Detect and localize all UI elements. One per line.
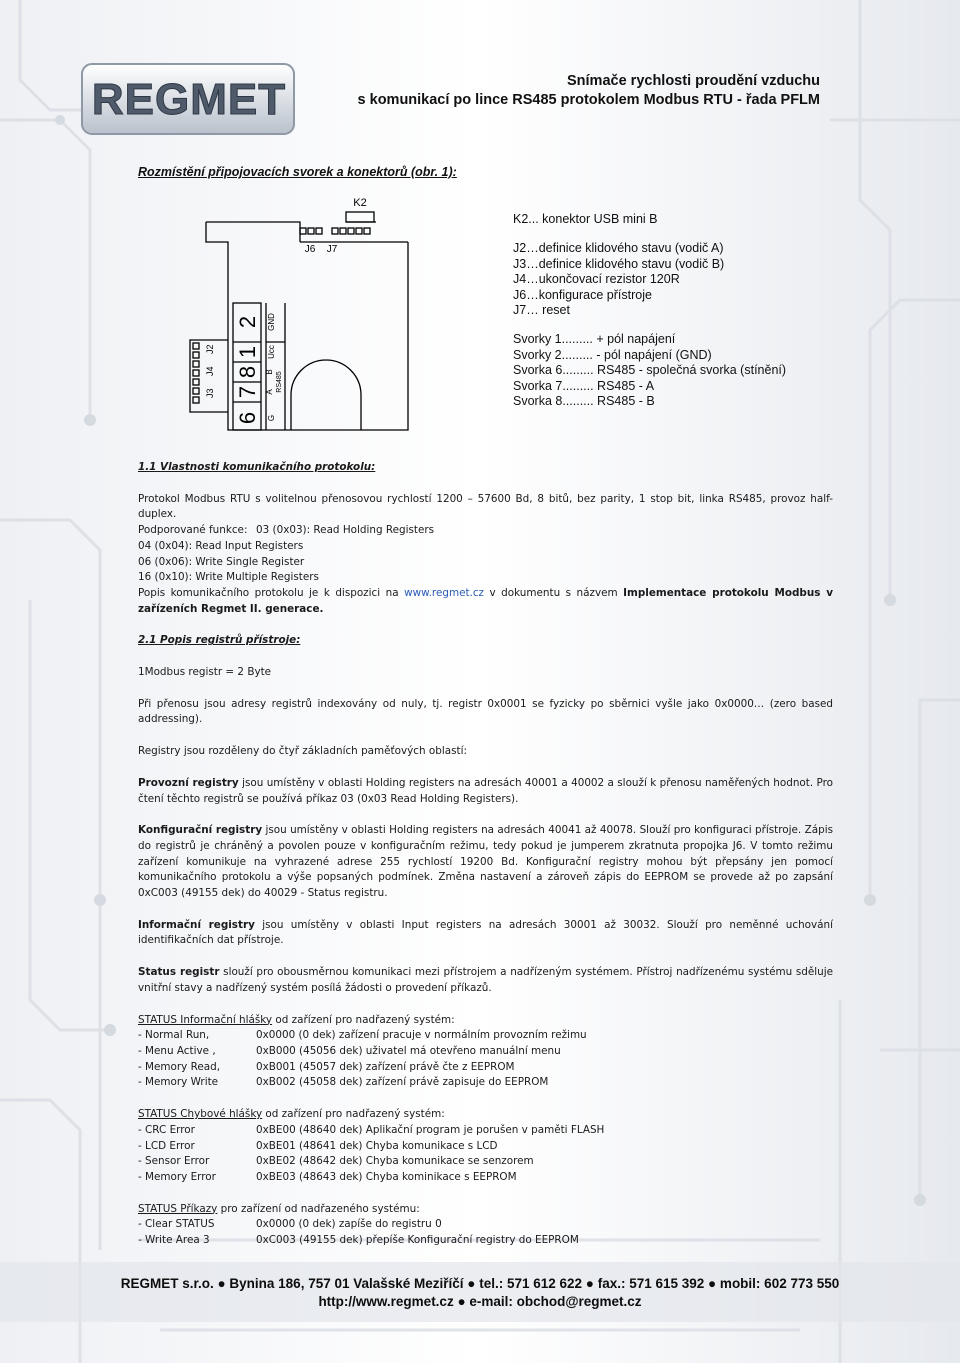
function-item: 06 (0x06): Write Single Register [138,555,305,568]
regmet-link[interactable]: www.regmet.cz [404,586,485,599]
label-k2: K2 [353,197,367,209]
status-name: - Memory Write [138,1076,219,1089]
operational-registers-text: jsou umístěny v oblasti Holding registers na adresách 40001 a 40002 a slouží k přenosu naměřených hodnot. Pro čtení těchto registrů se používá příkaz 03 (0x03 Read Holding Registers). [138,776,834,805]
status-name: - Menu Active , [138,1044,216,1057]
status-info-title-underlined: STATUS Informační hlášky [138,1013,273,1026]
connector-legend [513,212,786,409]
legend-item: K2... konektor USB mini B [513,212,658,226]
status-commands-title-rest: pro zařízení od nadřazeného systému: [217,1202,420,1215]
label-j6: J6 [304,244,316,255]
logo-text: REGMET [91,75,287,124]
label-rs485: RS485 [276,371,283,393]
legend-item: J2…definice klidového stavu (vodič A) [513,241,724,256]
label-b: B [265,369,274,375]
protocol-paragraph: Protokol Modbus RTU s volitelnou přenosovou rychlostí 1200 – 57600 Bd, 8 bitů, bez parity, 1 stop bit, linka RS485, provoz half-duplex. [138,492,833,521]
functions-label: Podporované funkce: [138,524,248,537]
error-row [138,1154,833,1170]
status-row [138,1044,833,1060]
operational-registers-paragraph [138,776,833,807]
status-errors-title [138,1107,833,1123]
label-g: G [267,414,276,422]
title-line-1: Snímače rychlosti proudění vzduchu [567,73,820,89]
error-row [138,1139,833,1155]
info-registers-term: Informační registry [138,918,255,931]
error-name: - Sensor Error [138,1155,210,1168]
config-registers-paragraph [138,823,833,902]
footer-contact: REGMET s.r.o. ● Bynina 186, 757 01 Valašské Meziříčí ● tel.: 571 612 622 ● fax.: 571 615 392 ● mobil: 602 773 550 [120,1276,840,1291]
terminal-6: 6 [235,411,260,425]
terminal-1: 1 [235,345,260,359]
config-registers-text: jsou umístěny v oblasti Holding registers na adresách 40041 až 40078. Slouží pro konfiguraci přístroje. Zápis do registrů je chráněný a povolen pouze v konfiguračním režimu, tedy pokud je jumperem zkratnuta propojka J6. V tomto režimu zařízení komunikuje na vyhrazené adrese 255 rychlostí 19200 Bd. Konfigurační registry mohou být přepsány jen pomocí komunikačního protokolu a výše popsaných podmínek. Změna nastavení a zároveň zápis do EEPROM se provede až po zapsání 0xC003 (49155 dek) do 40029 - Status registru. [138,824,833,900]
error-value: 0xBE00 (48640 dek) Aplikační program je porušen v paměti FLASH [256,1123,605,1136]
status-commands-title-underlined: STATUS Příkazy [138,1202,218,1215]
register-size: 1Modbus registr = 2 Byte [138,666,272,679]
document-name: Implementace protokolu Modbus v zařízeních Regmet II. generace. [138,586,833,615]
regmet-logo [80,60,298,140]
status-register-term: Status registr [138,966,220,979]
function-item: 04 (0x04): Read Input Registers [138,539,304,552]
command-name: - Write Area 3 [138,1234,210,1247]
label-j4: J4 [205,366,215,376]
status-name: - Normal Run, [138,1029,210,1042]
command-name: - Clear STATUS [138,1218,215,1231]
command-value: 0xC003 (49155 dek) přepíše Konfigurační registry do EEPROM [256,1234,579,1247]
status-row [138,1075,833,1091]
legend-item: J4…ukončovací rezistor 120R [513,272,680,287]
label-ucc: Ucc [267,345,276,359]
terminal-8: 8 [235,365,260,379]
legend-item: Svorka 7......... RS485 - A [513,378,655,393]
error-name: - CRC Error [138,1123,195,1136]
error-row [138,1123,833,1139]
error-value: 0xBE02 (48642 dek) Chyba komunikace se senzorem [256,1155,534,1168]
functions-row [138,523,833,539]
terminal-7: 7 [235,385,260,399]
terminal-2: 2 [235,315,260,329]
legend-item: J3…definice klidového stavu (vodič B) [513,256,725,271]
status-errors-title-rest: od zařízení pro nadřazený systém: [262,1108,445,1121]
status-row [138,1060,833,1076]
title-line-2: s komunikací po lince RS485 protokolem Modbus RTU - řada PFLM [357,92,820,108]
function-item: 16 (0x10): Write Multiple Registers [138,571,319,584]
function-item: 03 (0x03): Read Holding Registers [256,524,435,537]
main-content [138,460,833,1249]
status-register-text: slouží pro obousměrnou komunikaci mezi přístrojem a nadřízeným systémem. Přístroj nadřízenému systému sděluje vnitřní stavy a nadřízený systém posílá žádosti o provedení příkazů. [138,966,834,994]
label-a: A [265,389,274,395]
legend-item: Svorky 1......... + pól napájení [513,332,676,347]
error-value: 0xBE01 (48641 dek) Chyba komunikace s LCD [256,1139,498,1152]
protocol-description [138,586,833,617]
protocol-heading: 1.1 Vlastnosti komunikačního protokolu: [138,461,376,473]
status-info-title-rest: od zařízení pro nadřazený systém: [272,1013,455,1026]
error-name: - Memory Error [138,1170,216,1183]
status-errors-title-underlined: STATUS Chybové hlášky [138,1108,263,1121]
footer [0,1275,960,1311]
legend-item: Svorky 2......... - pól napájení (GND) [513,347,712,362]
error-name: - LCD Error [138,1139,195,1152]
status-value: 0xB001 (45057 dek) zařízení právě čte z EEPROM [256,1060,515,1073]
description-text: v dokumentu s názvem [484,586,624,599]
status-row [138,1028,833,1044]
diagram-section-title: Rozmístění připojovacích svorek a konektorů (obr. 1): [138,165,457,179]
addressing-paragraph: Při přenosu jsou adresy registrů indexovány od nuly, tj. registr 0x0001 se fyzicky po sběrnici vyšle jako 0x0000… (zero based addressing). [138,697,833,726]
status-value: 0xB002 (45058 dek) zařízení právě zapisuje do EEPROM [256,1076,549,1089]
operational-registers-term: Provozní registry [138,776,239,789]
label-j3: J3 [205,388,215,398]
config-registers-term: Konfigurační registry [138,824,263,837]
status-info-title [138,1013,833,1029]
document-title [358,72,820,110]
legend-item: Svorka 6......... RS485 - společná svorka (stínění) [513,363,787,378]
error-row [138,1170,833,1186]
command-row [138,1217,833,1233]
label-gnd: GND [267,313,276,331]
connector-diagram [186,190,486,440]
footer-web-email[interactable]: http://www.regmet.cz ● e-mail: obchod@regmet.cz [318,1294,642,1309]
info-registers-paragraph [138,918,833,949]
legend-item: Svorka 8......... RS485 - B [513,394,655,409]
command-row [138,1233,833,1249]
areas-paragraph: Registry jsou rozděleny do čtyř základních paměťových oblastí: [138,745,467,758]
legend-item: J7… reset [513,303,570,318]
status-register-paragraph [138,965,833,996]
label-j7: J7 [326,244,338,255]
command-value: 0x0000 (0 dek) zapíše do registru 0 [256,1218,442,1231]
status-name: - Memory Read, [138,1060,221,1073]
status-value: 0x0000 (0 dek) zařízení pracuje v normálním provozním režimu [256,1029,587,1042]
info-registers-text: jsou umístěny v oblasti Input registers na adresách 30001 až 30032. Slouží pro neměnné uchování identifikačních dat přístroje. [138,918,834,947]
legend-item: J6…konfigurace přístroje [513,287,652,302]
status-value: 0xB000 (45056 dek) uživatel má otevřeno manuální menu [256,1044,561,1057]
status-commands-title [138,1202,833,1218]
label-j2: J2 [205,344,215,354]
registers-heading: 2.1 Popis registrů přístroje: [138,634,301,647]
error-value: 0xBE03 (48643 dek) Chyba kominikace s EEPROM [256,1170,517,1183]
description-text: Popis komunikačního protokolu je k dispozici na [138,586,405,599]
